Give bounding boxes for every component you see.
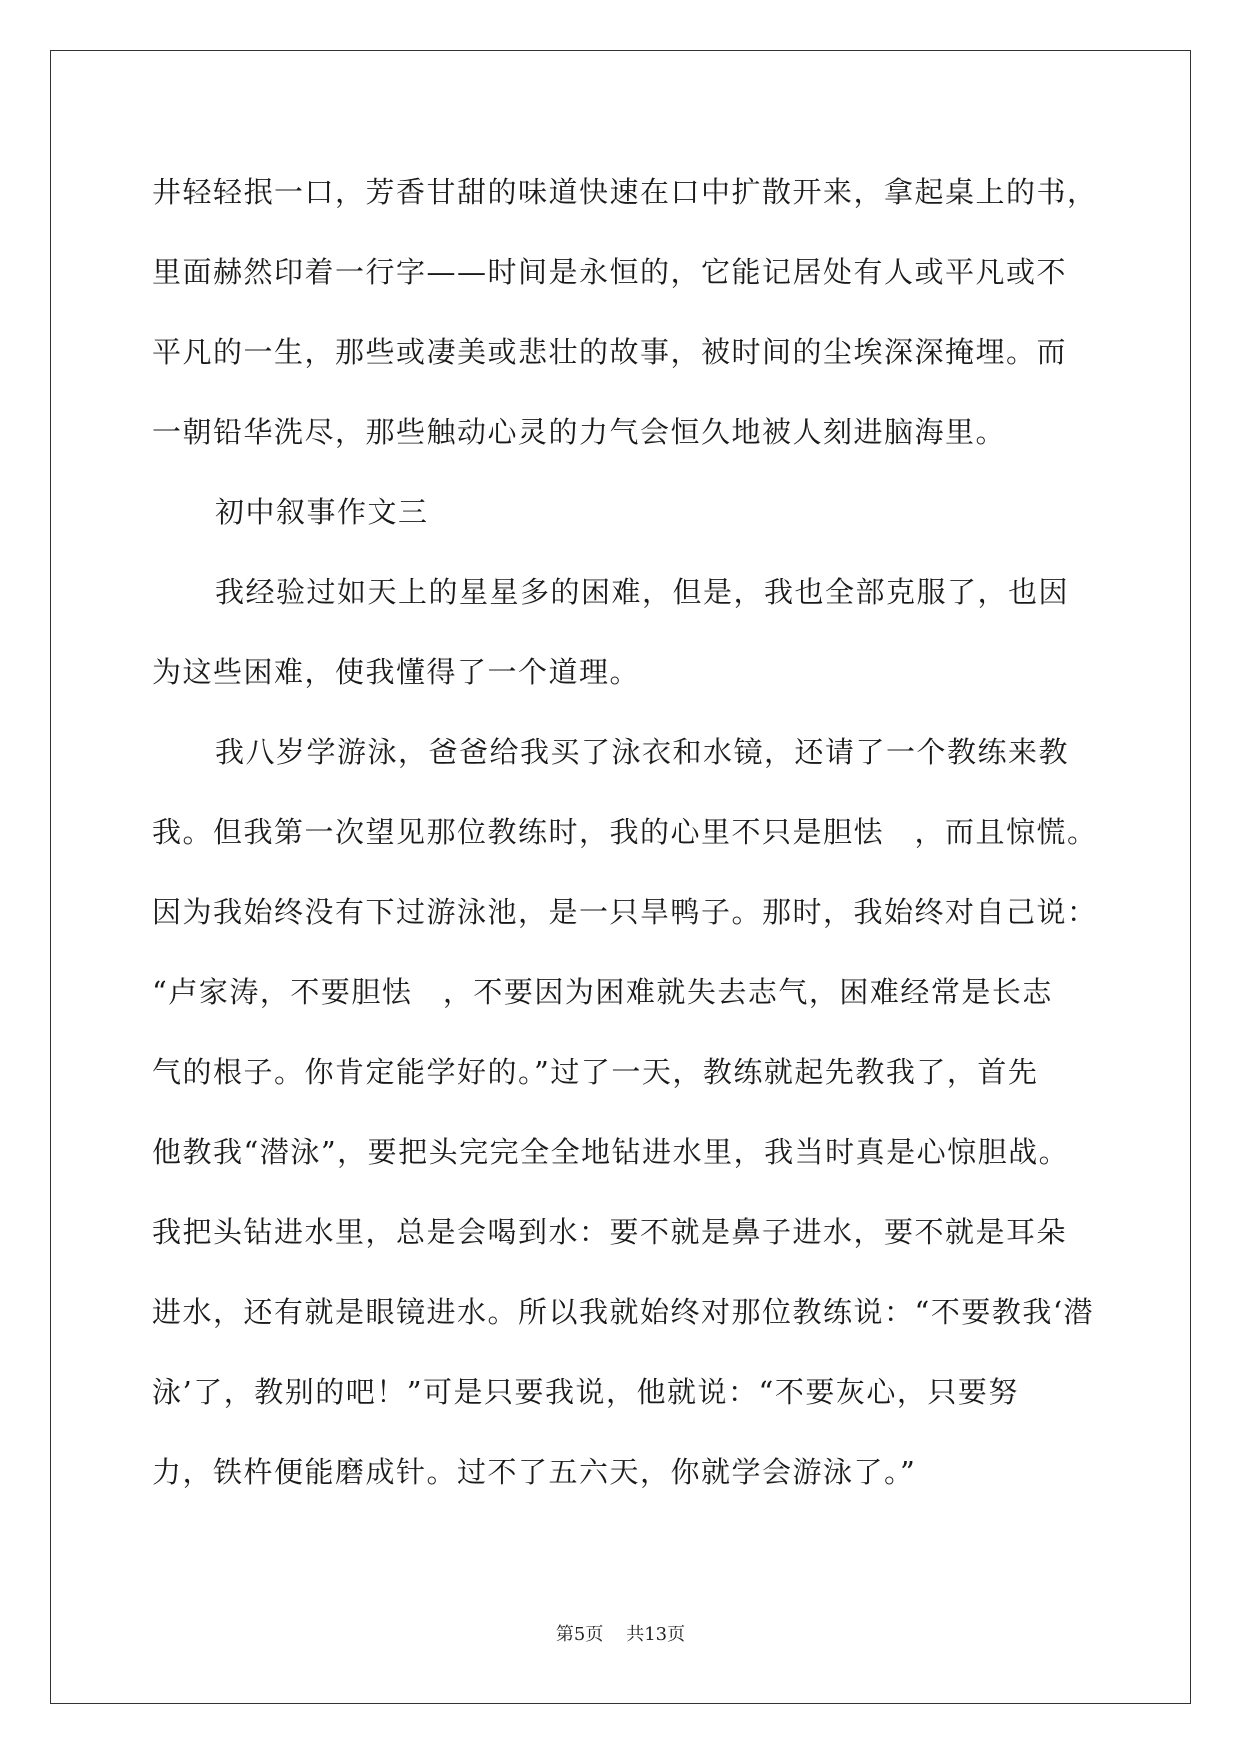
text-line: 一朝铅华洗尽，那些触动心灵的力气会恒久地被人刻进脑海里。 <box>152 415 1007 449</box>
document-body <box>152 162 1098 1522</box>
text-line: 为这些困难，使我懂得了一个道理。 <box>152 655 641 689</box>
text-line: 他教我“潜泳”，要把头完完全全地钻进水里，我当时真是心惊胆战。 <box>152 1135 1070 1169</box>
text-line: 我八岁学游泳，爸爸给我买了泳衣和水镜，还请了一个教练来教 <box>215 735 1070 769</box>
text-line: 泳’了，教别的吧！”可是只要我说，他就说：“不要灰心，只要努 <box>152 1375 1019 1409</box>
text-line: 因为我始终没有下过游泳池，是一只旱鸭子。那时，我始终对自己说： <box>152 895 1098 929</box>
text-line: 我经验过如天上的星星多的困难，但是，我也全部克服了，也因 <box>215 575 1070 609</box>
text-line: 里面赫然印着一行字——时间是永恒的，它能记居处有人或平凡或不 <box>152 255 1068 289</box>
page-total: 共13页 <box>626 1624 686 1645</box>
text-line: 我把头钻进水里，总是会喝到水：要不就是鼻子进水，要不就是耳朵 <box>152 1215 1068 1249</box>
text-line: 进水，还有就是眼镜进水。所以我就始终对那位教练说：“不要教我‘潜 <box>152 1295 1095 1329</box>
section-heading: 初中叙事作文三 <box>215 495 429 529</box>
text-line: 平凡的一生，那些或凄美或悲壮的故事，被时间的尘埃深深掩埋。而 <box>152 335 1068 369</box>
text-line: “卢家涛，不要胆怯 ，不要因为困难就失去志气，困难经常是长志 <box>152 975 1053 1009</box>
page-footer <box>0 1620 1241 1646</box>
text-line: 井轻轻抿一口，芳香甘甜的味道快速在口中扩散开来，拿起桌上的书， <box>152 175 1098 209</box>
text-line: 气的根子。你肯定能学好的。”过了一天，教练就起先教我了，首先 <box>152 1055 1039 1089</box>
page-number: 第5页 <box>555 1624 604 1645</box>
text-line: 力，铁杵便能磨成针。过不了五六天，你就学会游泳了。” <box>152 1455 917 1489</box>
text-line: 我。但我第一次望见那位教练时，我的心里不只是胆怯 ，而且惊慌。 <box>152 815 1098 849</box>
